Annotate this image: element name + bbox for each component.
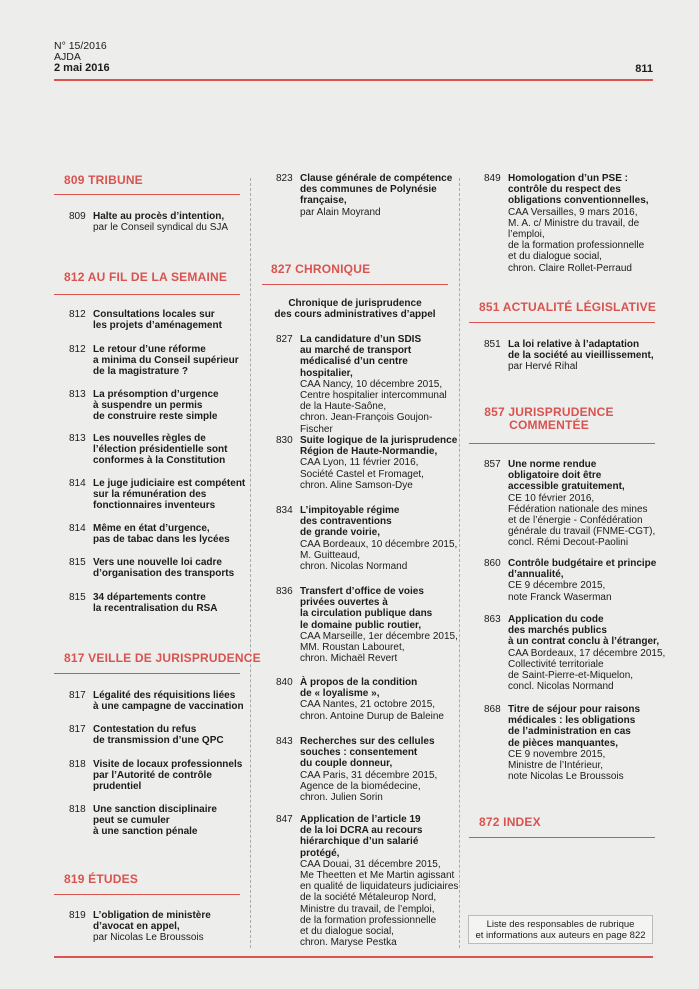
entry-title: Consultations locales sur les projets d’aménagement <box>93 309 222 332</box>
entry-page-number: 812 <box>69 344 86 355</box>
entry-page-number: 818 <box>69 804 86 815</box>
entry-page-number: 851 <box>484 339 501 350</box>
entry-page-number: 868 <box>484 704 501 715</box>
entry-title: Contestation du refus de transmission d’une QPC <box>93 724 224 747</box>
entry-page-number: 817 <box>69 690 86 701</box>
entry-page-number: 813 <box>69 389 86 400</box>
entry-subtitle: CE 9 décembre 2015, note Franck Waserman <box>508 580 612 603</box>
issue-number: N° 15/2016 <box>54 40 107 52</box>
entry-title: Le juge judiciaire est compétent sur la rémunération des fonctionnaires inventeurs <box>93 478 246 512</box>
entry-title: À propos de la condition de « loyalisme », <box>300 677 418 700</box>
entry-title: Suite logique de la jurisprudence Région de Haute-Normandie, <box>300 435 458 458</box>
entry-title: Même en état d’urgence, pas de tabac dans les lycées <box>93 523 230 546</box>
entry-page-number: 819 <box>69 910 86 921</box>
entry-page-number: 813 <box>69 433 86 444</box>
entry-title: Une norme rendue obligatoire doit être accessible gratuitement, <box>508 459 625 493</box>
section-heading-index: 872 INDEX <box>479 815 541 829</box>
entry-subtitle: CE 10 février 2016, Fédération nationale des mines et de l’énergie - Confédération générale du travail (FNME-CGT), concl. Rémi Decout-Paolini <box>508 492 656 549</box>
entry-page-number: 860 <box>484 558 501 569</box>
section-heading-tribune: 809 TRIBUNE <box>64 173 143 187</box>
entry-subtitle: CAA Lyon, 11 février 2016, Société Castel et Fromaget, chron. Aline Samson-Dye <box>300 457 424 491</box>
entry-page-number: 809 <box>69 211 86 222</box>
section-heading-jurisprudence: 857 JURISPRUDENCE COMMENTÉE <box>484 405 614 432</box>
top-rule <box>54 79 653 81</box>
editorial-note: Liste des responsables de rubrique et informations aux auteurs en page 822 <box>475 919 646 941</box>
page-number: 811 <box>635 63 653 75</box>
entry-title: Légalité des réquisitions liées à une campagne de vaccination <box>93 690 244 713</box>
entry-subtitle: CAA Paris, 31 décembre 2015, Agence de la biomédecine, chron. Julien Sorin <box>300 769 438 804</box>
entry-page-number: 827 <box>276 334 293 345</box>
entry-page-number: 840 <box>276 677 293 688</box>
entry-title: Homologation d’un PSE : contrôle du respect des obligations conventionnelles, <box>508 173 649 207</box>
entry-title: Le retour d’une réforme a minima du Conseil supérieur de la magistrature ? <box>93 344 239 378</box>
entry-title: La loi relative à l’adaptation de la société au vieillissement, <box>508 339 654 362</box>
entry-subtitle: CAA Bordeaux, 17 décembre 2015, Collectivité territoriale de Saint-Pierre-et-Miquelon, concl. Nicolas Normand <box>508 647 666 693</box>
entry-subtitle: CAA Versailles, 9 mars 2016, M. A. c/ Ministre du travail, de l’emploi, de la formation professionnelle et du dialogue social, chron. Claire Rollet-Perraud <box>508 206 645 274</box>
section-heading-etudes: 819 ÉTUDES <box>64 872 139 886</box>
bottom-rule <box>54 956 653 958</box>
entry-page-number: 857 <box>484 459 501 470</box>
entry-title: Titre de séjour pour raisons médicales : les obligations de l’administration en cas de pièces manquantes, <box>508 704 641 749</box>
entry-title: Application du code des marchés publics à un contrat conclu à l’étranger, <box>508 614 660 648</box>
entry-title: La candidature d’un SDIS au marché de transport médicalisé d’un centre hospitalier, <box>300 334 422 379</box>
entry-page-number: 834 <box>276 505 293 516</box>
entry-title: L’obligation de ministère d’avocat en appel, <box>93 910 211 933</box>
entry-title: Les nouvelles règles de l’élection présidentielle sont conformes à la Constitution <box>93 433 228 467</box>
entry-title: Visite de locaux professionnels par l’Autorité de contrôle prudentiel <box>93 759 243 793</box>
entry-title: Halte au procès d’intention, <box>93 211 225 222</box>
chronique-subtitle: Chronique de jurisprudence des cours administratives d’appel <box>274 298 436 321</box>
entry-page-number: 830 <box>276 435 293 446</box>
entry-subtitle: CAA Bordeaux, 10 décembre 2015, M. Guitteaud, chron. Nicolas Normand <box>300 538 458 573</box>
section-rule <box>469 443 655 444</box>
section-rule <box>54 894 240 895</box>
editorial-note-box <box>468 915 653 944</box>
entry-title: Une sanction disciplinaire peut se cumuler à une sanction pénale <box>93 804 217 838</box>
entry-page-number: 843 <box>276 736 293 747</box>
section-rule <box>469 837 655 838</box>
entry-page-number: 815 <box>69 592 86 603</box>
entry-page-number: 847 <box>276 814 293 825</box>
entry-page-number: 812 <box>69 309 86 320</box>
entry-page-number: 823 <box>276 173 293 184</box>
entry-page-number: 836 <box>276 586 293 597</box>
entry-subtitle: CAA Nantes, 21 octobre 2015, chron. Antoine Durup de Baleine <box>300 699 444 722</box>
entry-page-number: 815 <box>69 557 86 568</box>
entry-page-number: 814 <box>69 478 86 489</box>
entry-subtitle: par Nicolas Le Broussois <box>93 932 204 944</box>
section-rule <box>54 294 240 295</box>
entry-subtitle: CAA Marseille, 1er décembre 2015, MM. Roustan Labouret, chron. Michaël Revert <box>300 630 458 665</box>
entry-title: L’impitoyable régime des contraventions de grande voirie, <box>300 505 400 539</box>
section-heading-chronique: 827 CHRONIQUE <box>271 262 371 276</box>
journal-name: AJDA <box>54 51 81 63</box>
entry-subtitle: par le Conseil syndical du SJA <box>93 222 229 234</box>
entry-title: La présomption d’urgence à suspendre un permis de construire reste simple <box>93 389 219 423</box>
entry-title: Clause générale de compétence des communes de Polynésie française, <box>300 173 453 207</box>
entry-title: Vers une nouvelle loi cadre d’organisation des transports <box>93 557 235 580</box>
section-heading-semaine: 812 AU FIL DE LA SEMAINE <box>64 270 228 284</box>
issue-date: 2 mai 2016 <box>54 62 110 74</box>
entry-title: Application de l’article 19 de la loi DCRA au recours hiérarchique d’un salarié protégé, <box>300 814 423 859</box>
masthead <box>54 41 110 74</box>
section-rule <box>54 194 240 195</box>
section-heading-veille: 817 VEILLE DE JURISPRUDENCE <box>64 651 261 665</box>
section-rule <box>262 284 448 285</box>
entry-page-number: 817 <box>69 724 86 735</box>
entry-subtitle: CAA Nancy, 10 décembre 2015, Centre hospitalier intercommunal de la Haute-Saône, chron. Jean-François Goujon-Fischer <box>300 378 447 435</box>
entry-page-number: 849 <box>484 173 501 184</box>
entry-subtitle: par Hervé Rihal <box>508 361 578 373</box>
entry-page-number: 863 <box>484 614 501 625</box>
entry-title: Transfert d’office de voies privées ouvertes à la circulation publique dans le domaine public routier, <box>300 586 433 631</box>
entry-title: Contrôle budgétaire et principe d’annualité, <box>508 558 657 581</box>
entry-page-number: 814 <box>69 523 86 534</box>
entry-subtitle: CAA Douai, 31 décembre 2015, Me Theetten et Me Martin agissant en qualité de liquidateurs judiciaires de la société Métaleurop Nord, Ministre du travail, de l’emploi, de la formation professionnelle et du dialogue social, chron. Maryse Pestka <box>300 858 459 949</box>
section-rule <box>469 322 655 323</box>
entry-title: Recherches sur des cellules souches : consentement du couple donneur, <box>300 736 435 770</box>
entry-page-number: 818 <box>69 759 86 770</box>
section-rule <box>54 673 240 674</box>
entry-subtitle: CE 9 novembre 2015, Ministre de l’Intérieur, note Nicolas Le Broussois <box>508 748 624 783</box>
section-heading-actualite: 851 ACTUALITÉ LÉGISLATIVE <box>479 300 657 314</box>
entry-title: 34 départements contre la recentralisation du RSA <box>93 592 218 615</box>
entry-subtitle: par Alain Moyrand <box>300 206 381 218</box>
